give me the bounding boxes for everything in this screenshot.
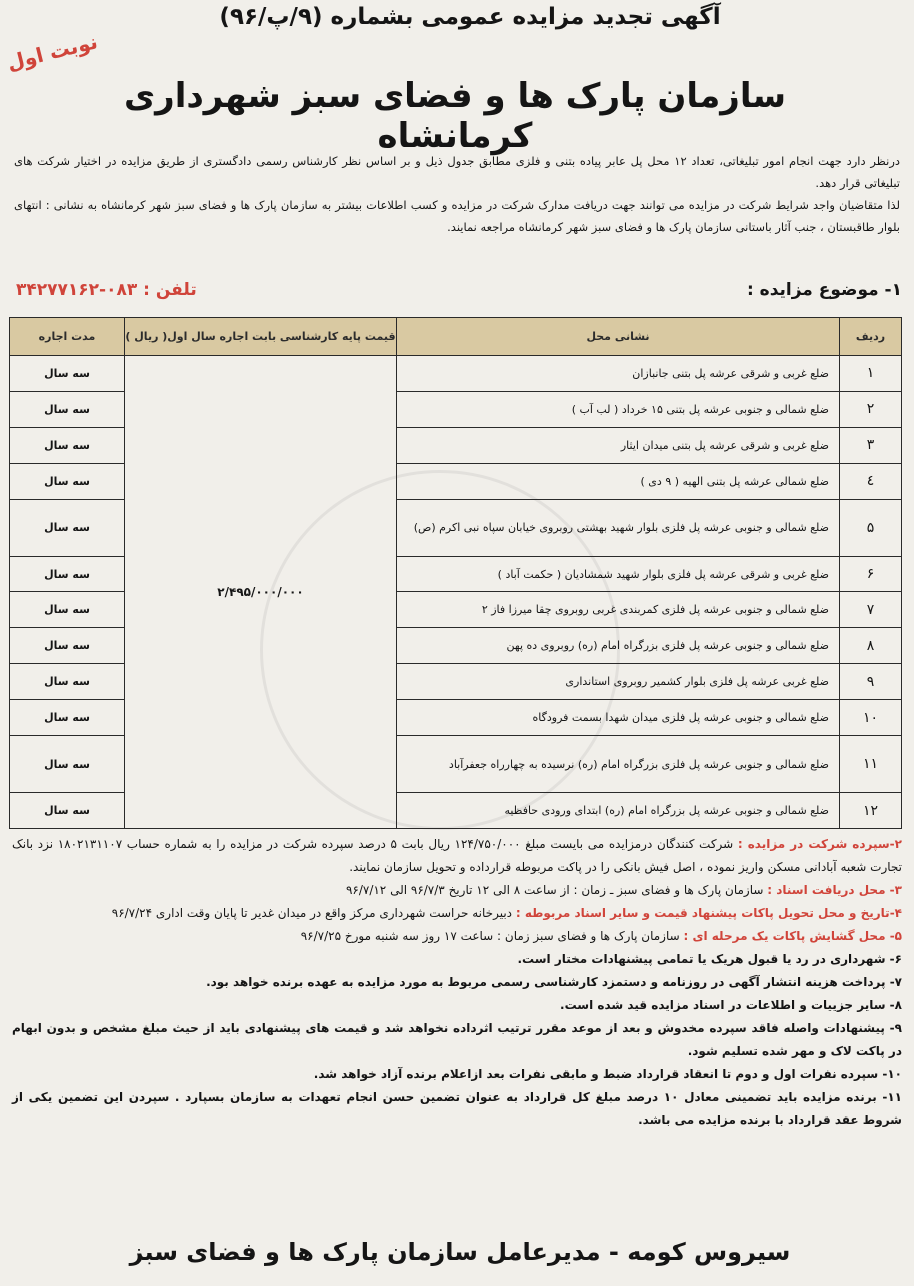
row-index: ۲ <box>840 391 902 427</box>
row-address: ضلع شمالی عرشه پل بتنی الهیه ( ۹ دی ) <box>397 463 840 499</box>
clause-5-heading: ۵- محل گشایش پاکات یک مرحله ای : <box>683 929 902 943</box>
clause-6: ۶- شهرداری در رد یا قبول هریک یا تمامی پیشنهادات مختار است. <box>517 952 902 966</box>
clause-2-heading: ۲-سپرده شرکت در مزایده : <box>737 837 902 851</box>
row-address: ضلع غربی و شرقی عرشه پل بتنی میدان ایثار <box>397 427 840 463</box>
signature: سیروس کومه - مدیرعامل سازمان پارک ها و فضای سبز <box>129 1238 791 1266</box>
phone-number: ۰۸۳-۳۴۲۷۷۱۶۲ <box>16 280 138 300</box>
clause-7: ۷- پرداخت هزینه انتشار آگهی در روزنامه و دستمزد کارشناسی رسمی مربوط به مورد مزایده به عهده برنده خواهد بود. <box>206 975 902 989</box>
table-header-row <box>10 318 902 356</box>
row-term: سه سال <box>10 356 125 392</box>
first-round-badge: نوبت اول <box>4 29 100 75</box>
clause-submission <box>12 902 902 925</box>
row-address: ضلع شمالی و جنوبی عرشه پل بزرگراه امام (ره) ابتدای ورودی حافظیه <box>397 793 840 829</box>
row-index: ۳ <box>840 427 902 463</box>
clause-3-body: سازمان پارک ها و فضای سبز ـ زمان : از ساعت ۸ الی ۱۲ تاریخ ۹۶/۷/۳ الی ۹۶/۷/۱۲ <box>345 883 764 897</box>
row-address: ضلع شمالی و جنوبی عرشه پل فلزی بلوار شهید بهشتی روبروی خیابان سپاه نبی اکرم (ص) <box>397 499 840 556</box>
header-price: قیمت پایه کارشناسی بابت اجاره سال اول( ریال ) <box>125 318 397 356</box>
clause-documents <box>12 879 902 902</box>
row-term: سه سال <box>10 664 125 700</box>
clause-5-body: سازمان پارک ها و فضای سبز زمان : ساعت ۱۷ روز سه شنبه مورخ ۹۶/۷/۲۵ <box>300 929 680 943</box>
row-address: ضلع شمالی و جنوبی عرشه پل فلزی میدان شهدا بسمت فرودگاه <box>397 700 840 736</box>
row-term: سه سال <box>10 391 125 427</box>
row-index: ۱۰ <box>840 700 902 736</box>
table-row <box>10 356 902 392</box>
row-index: ٤ <box>840 463 902 499</box>
locations-table <box>10 317 902 829</box>
row-address: ضلع شمالی و جنوبی عرشه پل فلزی بزرگراه امام (ره) نرسیده به چهارراه جعفرآباد <box>397 736 840 793</box>
row-index: ۶ <box>840 556 902 592</box>
row-index: ۹ <box>840 664 902 700</box>
clause-10: ۱۰- سپرده نفرات اول و دوم تا انعقاد قرارداد ضبط و مابقی نفرات بعد ازاعلام برنده آزاد خواهد شد. <box>313 1067 902 1081</box>
row-address: ضلع غربی عرشه پل فلزی بلوار کشمیر روبروی استانداری <box>397 664 840 700</box>
intro-paragraph-1: درنظر دارد جهت انجام امور تبلیغاتی، تعداد ۱۲ محل پل عابر پیاده بتنی و فلزی مطابق جدول ذیل و بر اساس نظر کارشناس رسمی دادگستری از طریق مزایده در اختیار شرکت های تبلیغاتی قرار دهد. <box>14 154 900 190</box>
intro-paragraph-2: لذا متقاضیان واجد شرایط شرکت در مزایده می توانند جهت دریافت مدارک شرکت در مزایده و کسب اطلاعات بیشتر به سازمان پارک ها و فضای سبز شهر کرمانشاه به نشانی : انتهای بلوار طاقبستان ، جنب آثار باستانی سازمان پارک ها و فضای سبز شهر کرمانشاه مراجعه نمایند. <box>14 198 900 234</box>
base-price: ۲/۴۹۵/۰۰۰/۰۰۰ <box>125 356 397 829</box>
row-address: ضلع غربی و شرقی عرشه پل بتنی جانبازان <box>397 356 840 392</box>
clause-4-body: دبیرخانه حراست شهرداری مرکز واقع در میدان غدیر تا پایان وقت اداری ۹۶/۷/۲۴ <box>111 906 513 920</box>
clause-3-heading: ۳- محل دریافت اسناد : <box>767 883 902 897</box>
header-term: مدت اجاره <box>10 318 125 356</box>
phone-label: تلفن : <box>143 280 197 300</box>
notice-headline: آگهی تجدید مزایده عمومی بشماره (۹/پ/۹۶) <box>219 4 721 30</box>
row-term: سه سال <box>10 427 125 463</box>
row-term: سه سال <box>10 592 125 628</box>
clauses <box>12 833 902 1132</box>
row-term: سه سال <box>10 793 125 829</box>
header-address: نشانی محل <box>397 318 840 356</box>
clause-11: ۱۱- برنده مزایده باید تضمینی معادل ۱۰ درصد مبلغ کل قرارداد به عنوان تضمین حسن انجام تعهدات به سازمان بسپارد . سپردن این تضمین یکی از شروط عقد قرارداد با برنده مزایده می باشد. <box>12 1090 903 1127</box>
row-index: ۷ <box>840 592 902 628</box>
row-index: ۱ <box>840 356 902 392</box>
clause-9: ۹- پیشنهادات واصله فاقد سپرده مخدوش و بعد از موعد مقرر ترتیب اثرداده نخواهد شد و قیمت های پیشنهادی باید از حیث مبلغ مشخص و بدون ابهام در پاکت لاک و مهر شده تسلیم شود. <box>12 1021 902 1058</box>
row-address: ضلع شمالی و جنوبی عرشه پل فلزی بزرگراه امام (ره) روبروی ده پهن <box>397 628 840 664</box>
row-term: سه سال <box>10 628 125 664</box>
row-address: ضلع شمالی و جنوبی عرشه پل فلزی کمربندی غربی روبروی چقا میرزا فاز ۲ <box>397 592 840 628</box>
clause-4-heading: ۴-تاریخ و محل تحویل پاکات پیشنهاد قیمت و سایر اسناد مربوطه : <box>515 906 902 920</box>
row-index: ۸ <box>840 628 902 664</box>
phone-line <box>16 280 197 300</box>
row-address: ضلع غربی و شرقی عرشه پل فلزی بلوار شهید شمشادیان ( حکمت آباد ) <box>397 556 840 592</box>
row-index: ۱۱ <box>840 736 902 793</box>
header-index: ردیف <box>840 318 902 356</box>
row-index: ۵ <box>840 499 902 556</box>
row-term: سه سال <box>10 463 125 499</box>
intro-text <box>14 150 900 238</box>
row-address: ضلع شمالی و جنوبی عرشه پل بتنی ۱۵ خرداد ( لب آب ) <box>397 391 840 427</box>
clause-8: ۸- سایر جزییات و اطلاعات در اسناد مزایده قید شده است. <box>560 998 902 1012</box>
row-term: سه سال <box>10 736 125 793</box>
clause-2-body: شرکت کنندگان درمزایده می بایست مبلغ ۱۲۴/۷۵۰/۰۰۰ ریال بابت ۵ درصد سپرده شرکت در مزایده را به شماره حساب ۱۸۰۲۱۳۱۱۰۷ نزد بانک تجارت شعبه آبادانی مسکن واریز نموده ، اصل فیش بانکی را در پاکت مربوطه قرارداده و تحویل سازمان نمایند. <box>12 837 902 874</box>
clause-opening <box>12 925 902 948</box>
row-term: سه سال <box>10 700 125 736</box>
row-term: سه سال <box>10 499 125 556</box>
row-index: ۱۲ <box>840 793 902 829</box>
clause-deposit <box>12 833 902 879</box>
org-title: سازمان پارک ها و فضای سبز شهرداری کرمانشاه <box>123 76 787 156</box>
row-term: سه سال <box>10 556 125 592</box>
subject-label: ۱- موضوع مزایده : <box>746 280 902 300</box>
